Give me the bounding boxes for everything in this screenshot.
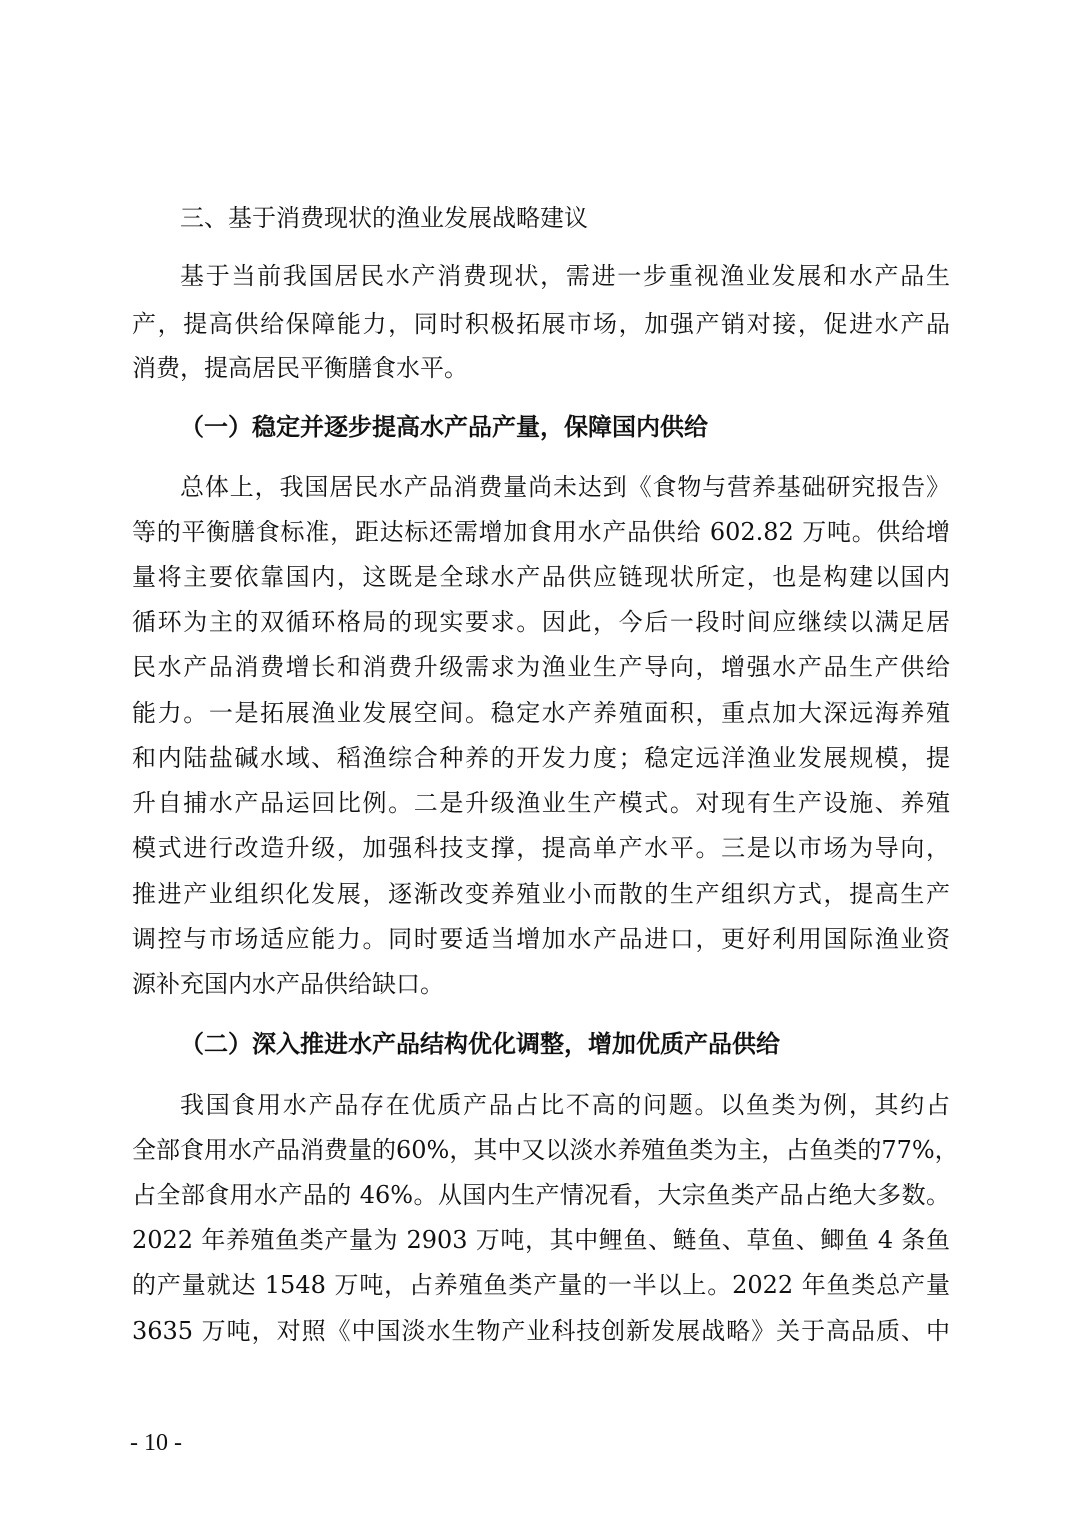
paragraph-line: 调控与市场适应能力。同时要适当增加水产品进口，更好利用国际渔业资: [132, 925, 950, 953]
subsection-2-title: （二）深入推进水产品结构优化调整，增加优质产品供给: [180, 1030, 780, 1058]
page-number: - 10 -: [130, 1430, 182, 1456]
paragraph-line: 占全部食用水产品的 46%。从国内生产情况看，大宗鱼类产品占绝大多数。: [132, 1181, 950, 1209]
paragraph-line: 2022 年养殖鱼类产量为 2903 万吨，其中鲤鱼、鲢鱼、草鱼、鲫鱼 4 条鱼: [132, 1226, 950, 1254]
section-heading: 三、基于消费现状的渔业发展战略建议: [180, 204, 588, 232]
paragraph-line: 产，提高供给保障能力，同时积极拓展市场，加强产销对接，促进水产品: [132, 310, 950, 338]
paragraph-line: 民水产品消费增长和消费升级需求为渔业生产导向，增强水产品生产供给: [132, 653, 950, 681]
paragraph-line: 量将主要依靠国内，这既是全球水产品供应链现状所定，也是构建以国内: [132, 563, 950, 591]
paragraph-line: 源补充国内水产品供给缺口。: [132, 970, 444, 998]
paragraph-line: 我国食用水产品存在优质产品占比不高的问题。以鱼类为例，其约占: [180, 1091, 950, 1119]
paragraph-line: 3635 万吨，对照《中国淡水生物产业科技创新发展战略》关于高品质、中: [132, 1317, 950, 1345]
paragraph-line: 模式进行改造升级，加强科技支撑，提高单产水平。三是以市场为导向，: [132, 834, 950, 862]
paragraph-line: 消费，提高居民平衡膳食水平。: [132, 354, 468, 382]
paragraph-line: 推进产业组织化发展，逐渐改变养殖业小而散的生产组织方式，提高生产: [132, 880, 950, 908]
paragraph-line: 的产量就达 1548 万吨，占养殖鱼类产量的一半以上。2022 年鱼类总产量: [132, 1271, 950, 1299]
paragraph-line: 能力。一是拓展渔业发展空间。稳定水产养殖面积，重点加大深远海养殖: [132, 699, 950, 727]
paragraph-line: 基于当前我国居民水产消费现状，需进一步重视渔业发展和水产品生: [180, 262, 950, 290]
paragraph-line: 等的平衡膳食标准，距达标还需增加食用水产品供给 602.82 万吨。供给增: [132, 518, 950, 546]
paragraph-line: 总体上，我国居民水产品消费量尚未达到《食物与营养基础研究报告》: [180, 473, 950, 501]
paragraph-line: 升自捕水产品运回比例。二是升级渔业生产模式。对现有生产设施、养殖: [132, 789, 950, 817]
subsection-1-title: （一）稳定并逐步提高水产品产量，保障国内供给: [180, 413, 708, 441]
paragraph-line: 全部食用水产品消费量的60%，其中又以淡水养殖鱼类为主，占鱼类的77%，: [132, 1136, 959, 1164]
paragraph-line: 和内陆盐碱水域、稻渔综合种养的开发力度；稳定远洋渔业发展规模，提: [132, 744, 950, 772]
paragraph-line: 循环为主的双循环格局的现实要求。因此，今后一段时间应继续以满足居: [132, 608, 950, 636]
